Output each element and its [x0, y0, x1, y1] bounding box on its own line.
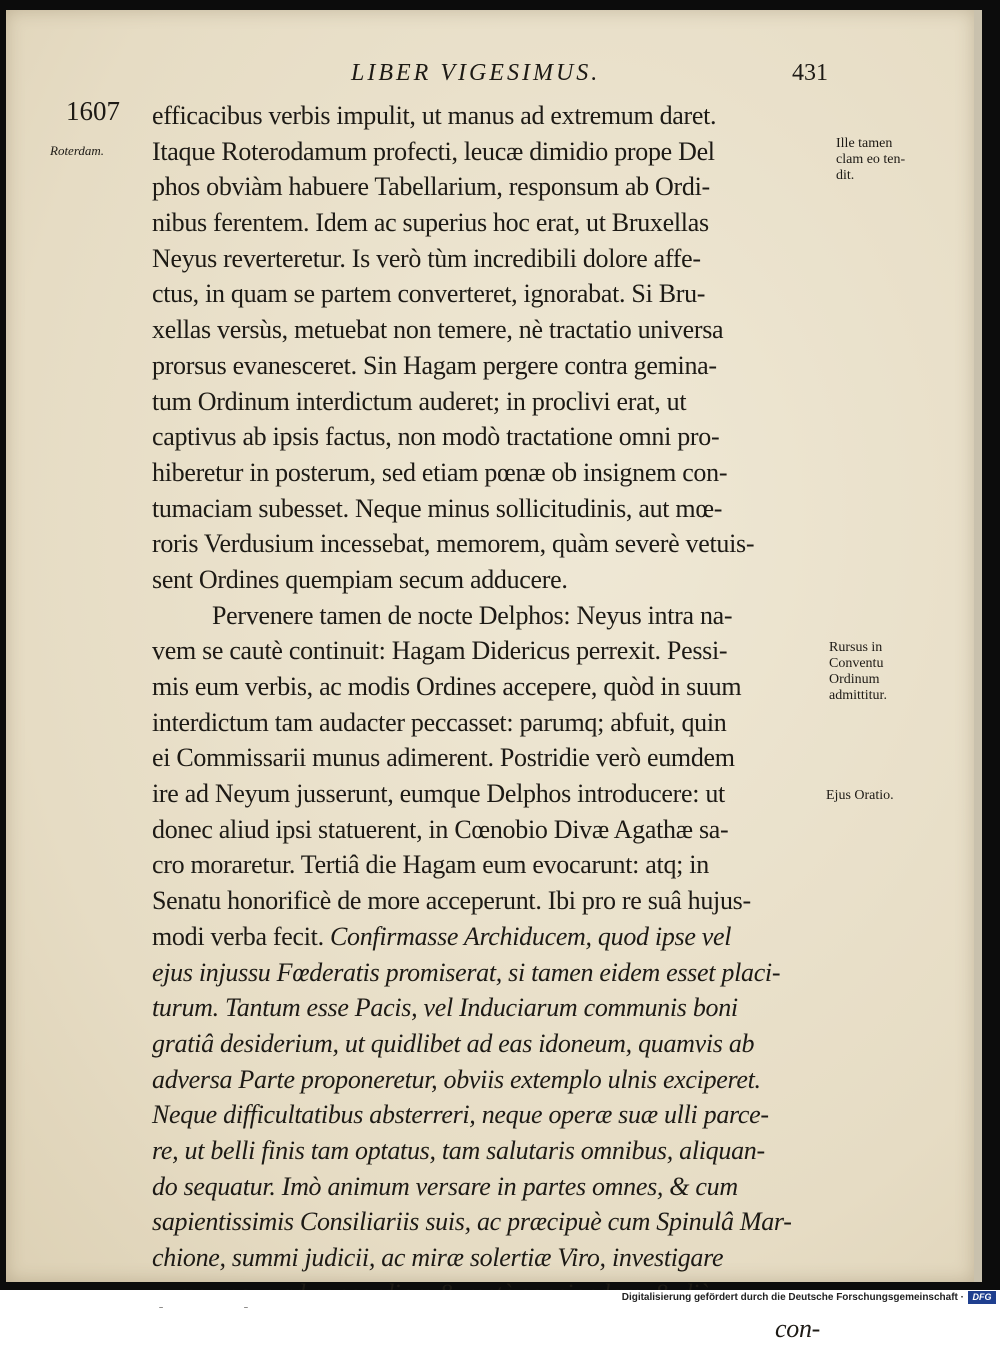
- text-line: ei Commissarii munus adimerent. Postridie verò eumdem: [152, 743, 735, 773]
- catchword: con-: [775, 1314, 820, 1344]
- oration-start: Confirmasse Archiducem, quod ipse vel: [329, 921, 732, 951]
- text-line: gratiâ desiderium, ut quidlibet ad eas idoneum, quamvis ab: [152, 1028, 755, 1058]
- funding-credit: Digitalisierung gefördert durch die Deutsche Forschungsgemeinschaft ·: [621, 1292, 964, 1303]
- text-line: Neque difficultatibus absterreri, neque operæ suæ ulli parce-: [152, 1100, 769, 1130]
- text-line: xellas versùs, metuebat non temere, nè tractatio universa: [152, 315, 724, 345]
- text-line: ejus injussu Fœderatis promiserat, si tamen eidem esset placi-: [152, 957, 781, 987]
- text-line: do sequatur. Imò animum versare in partes omnes, & cum: [152, 1171, 738, 1201]
- page-edge: [974, 10, 982, 1282]
- text-line: ctus, in quam se partem converteret, ignorabat. Si Bru-: [152, 279, 706, 309]
- text-line: prorsus evanesceret. Sin Hagam pergere contra gemina-: [152, 350, 717, 380]
- text-line: chione, summi judicii, ac miræ solertiæ Viro, investigare: [152, 1243, 724, 1272]
- text-line: sent Ordines quempiam secum adducere.: [152, 564, 568, 594]
- text-line: [152, 919, 842, 955]
- text-line: hiberetur in posterum, sed etiam pœnæ ob insignem con-: [152, 457, 728, 487]
- text-line: mis eum verbis, ac modis Ordines accepere, quòd in suum: [152, 672, 742, 701]
- margin-place: Roterdam.: [50, 143, 105, 158]
- text-line: nibus ferentem. Idem ac superius hoc erat, ut Bruxellas: [152, 208, 709, 238]
- text-line: tumaciam subesset. Neque minus sollicitudinis, aut mœ-: [152, 493, 723, 523]
- margin-note-line: admittitur.: [829, 688, 887, 703]
- text-line: vem se cautè continuit: Hagam Didericus perrexit. Pessi-: [152, 636, 728, 666]
- margin-note: [826, 788, 894, 804]
- margin-note-line: Ordinum: [829, 672, 880, 687]
- page-number: 431: [792, 60, 828, 86]
- text-line: interdictum tam audacter peccasset: parumq; abfuit, quin: [152, 707, 727, 737]
- margin-note-line: dit.: [836, 168, 855, 183]
- text-line: roris Verdusium incessebat, memorem, quàm severè vetuis-: [152, 529, 755, 559]
- text-line: Pervenere tamen de nocte Delphos: Neyus intra na-: [212, 600, 733, 630]
- margin-note-line: Rursus in: [829, 640, 883, 655]
- text-line: ire ad Neyum jusserunt, eumque Delphos introducere: ut: [152, 779, 725, 809]
- text-line: turum. Tantum esse Pacis, vel Induciarum communis boni: [152, 993, 738, 1023]
- body-text: [152, 98, 842, 1347]
- margin-note-line: Ille tamen: [836, 136, 893, 151]
- text-line: tum Ordinum interdictum auderet; in proclivi erat, ut: [152, 386, 687, 416]
- running-head: LIBER VIGESIMUS.: [351, 60, 601, 86]
- text-line: Senatu honorificè de more acceperunt. Ibi pro re suâ hujus-: [152, 886, 751, 916]
- text-line: donec aliud ipsi statuerent, in Cœnobio Divæ Agathæ sa-: [152, 814, 729, 844]
- margin-note: [829, 640, 887, 704]
- text-line-start: modi verba fecit.: [152, 921, 324, 951]
- margin-note: [836, 136, 905, 184]
- digitization-footer: [0, 1290, 1000, 1307]
- margin-note-line: Ejus Oratio.: [826, 788, 894, 803]
- text-line: re, ut belli finis tam optatus, tam salutaris omnibus, aliquan-: [152, 1135, 765, 1165]
- dfg-logo-icon: DFG: [968, 1291, 996, 1304]
- text-line: Neyus reverteretur. Is verò tùm incredibili dolore affe-: [152, 243, 701, 273]
- text-line: cro moraretur. Tertiâ die Hagam eum evocarunt: atq; in: [152, 850, 709, 880]
- text-line: sapientissimis Consiliariis suis, ac præcipuè cum Spinulâ Mar-: [152, 1207, 792, 1237]
- margin-note-line: Conventu: [829, 656, 884, 671]
- margin-note-line: clam eo ten-: [836, 152, 906, 167]
- margin-year: 1607: [66, 96, 120, 126]
- text-line: efficacibus verbis impulit, ut manus ad extremum daret.: [152, 101, 717, 130]
- text-line: Itaque Roterodamum profecti, leucæ dimidio prope Del: [152, 136, 715, 166]
- text-line: captivus ab ipsis factus, non modò tractatione omni pro-: [152, 422, 720, 452]
- text-line: adversa Parte proponeretur, obviis extemplo ulnis exciperet.: [152, 1064, 761, 1094]
- text-line: phos obviàm habuere Tabellarium, responsum ab Ordi-: [152, 172, 710, 202]
